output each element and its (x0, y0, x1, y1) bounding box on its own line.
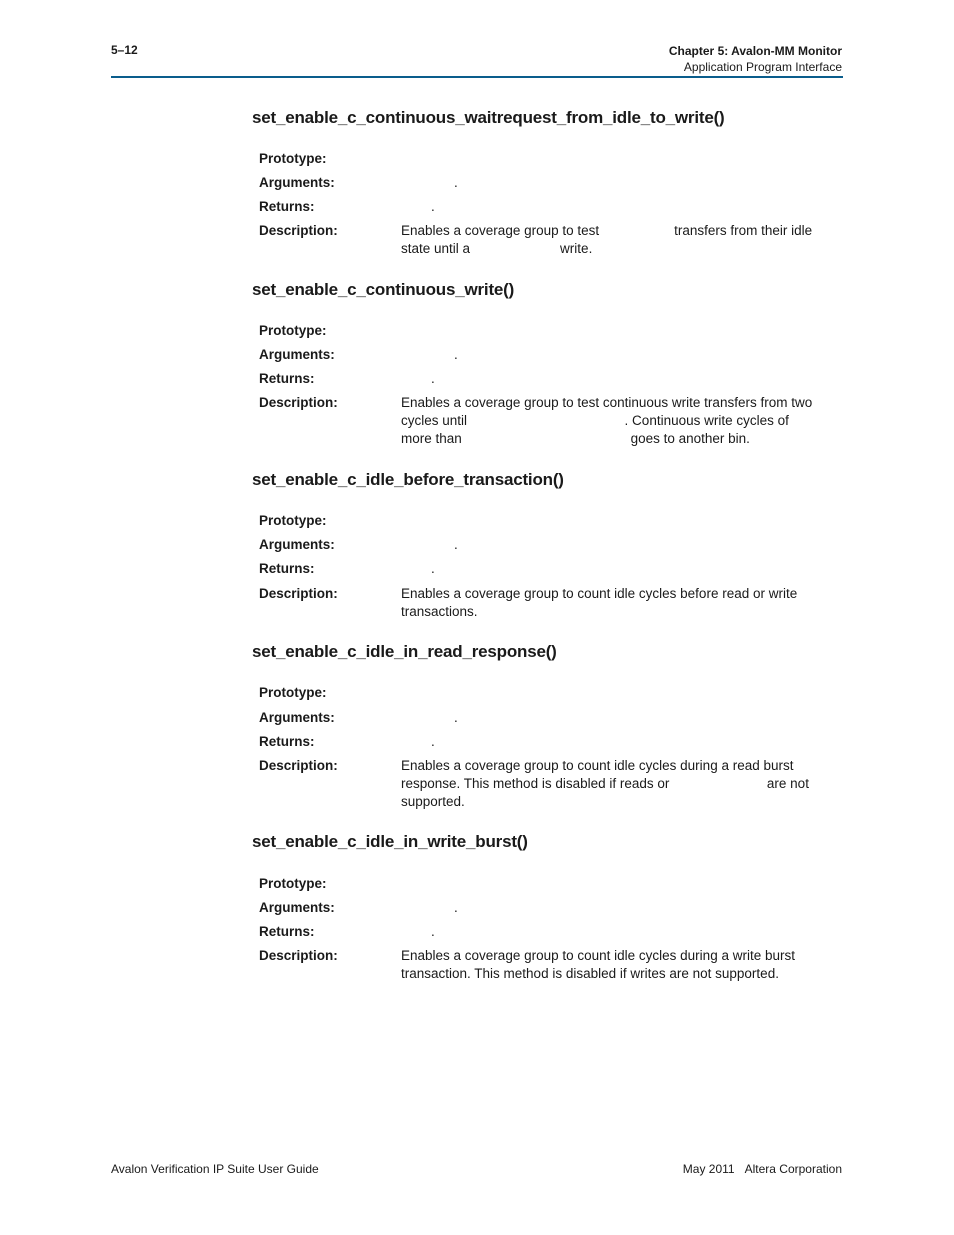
footer-company: Altera Corporation (744, 1162, 842, 1176)
returns-label: Returns: (259, 734, 315, 749)
api-section-1 (252, 107, 852, 256)
arguments-label: Arguments: (259, 900, 335, 915)
description-line: Enables a coverage group to count idle cycles before read or write (401, 586, 798, 601)
arguments-label: Arguments: (259, 347, 335, 362)
arguments-value: . (454, 347, 458, 362)
description-label: Description: (259, 948, 338, 963)
header-rule (111, 76, 843, 78)
returns-value: . (431, 199, 435, 214)
description-label: Description: (259, 758, 338, 773)
method-title: set_enable_c_idle_in_read_response() (252, 642, 557, 661)
arguments-value: . (454, 537, 458, 552)
api-section-3 (252, 469, 852, 619)
arguments-label: Arguments: (259, 537, 335, 552)
prototype-label: Prototype: (259, 323, 327, 338)
description-text (401, 947, 831, 983)
method-title: set_enable_c_continuous_write() (252, 280, 515, 299)
description-line: transactions. (401, 604, 478, 619)
arguments-value: . (454, 175, 458, 190)
arguments-value: . (454, 900, 458, 915)
description-line: state until a write. (401, 241, 593, 256)
description-line: more than goes to another bin. (401, 431, 750, 446)
prototype-label: Prototype: (259, 876, 327, 891)
description-line: Enables a coverage group to test transfers from their idle (401, 223, 813, 238)
footer-right (683, 1162, 842, 1176)
description-line: Enables a coverage group to count idle cycles during a read burst (401, 758, 794, 773)
page-number: 5–12 (111, 43, 138, 57)
footer-date: May 2011 (682, 1162, 735, 1176)
prototype-label: Prototype: (259, 513, 327, 528)
chapter-title: Chapter 5: Avalon-MM Monitor (668, 44, 842, 58)
method-title: set_enable_c_idle_in_write_burst() (252, 832, 528, 851)
description-text (401, 585, 831, 621)
description-line: supported. (401, 794, 465, 809)
section-title: Application Program Interface (683, 60, 842, 74)
description-label: Description: (259, 395, 338, 410)
returns-label: Returns: (259, 924, 315, 939)
description-line: transaction. This method is disabled if writes are not supported. (401, 966, 779, 981)
returns-label: Returns: (259, 199, 315, 214)
returns-value: . (431, 371, 435, 386)
prototype-label: Prototype: (259, 685, 327, 700)
description-text (401, 222, 831, 258)
method-title: set_enable_c_continuous_waitrequest_from_idle_to_write() (252, 108, 725, 127)
running-header (669, 43, 842, 75)
arguments-value: . (454, 710, 458, 725)
method-title: set_enable_c_idle_before_transaction() (252, 470, 564, 489)
description-line: response. This method is disabled if reads or are not (401, 776, 809, 791)
arguments-label: Arguments: (259, 710, 335, 725)
returns-label: Returns: (259, 371, 315, 386)
api-section-2 (252, 279, 852, 446)
description-label: Description: (259, 223, 338, 238)
description-text (401, 394, 831, 448)
prototype-label: Prototype: (259, 151, 327, 166)
description-text (401, 757, 831, 811)
returns-value: . (431, 924, 435, 939)
description-line: Enables a coverage group to count idle cycles during a write burst (401, 948, 795, 963)
footer-document-title: Avalon Verification IP Suite User Guide (111, 1162, 319, 1176)
returns-value: . (431, 734, 435, 749)
api-section-4 (252, 641, 852, 809)
returns-value: . (431, 561, 435, 576)
description-line: Enables a coverage group to test continuous write transfers from two (401, 395, 813, 410)
description-line: cycles until . Continuous write cycles of (401, 413, 789, 428)
returns-label: Returns: (259, 561, 315, 576)
description-label: Description: (259, 586, 338, 601)
api-section-5 (252, 831, 852, 981)
arguments-label: Arguments: (259, 175, 335, 190)
